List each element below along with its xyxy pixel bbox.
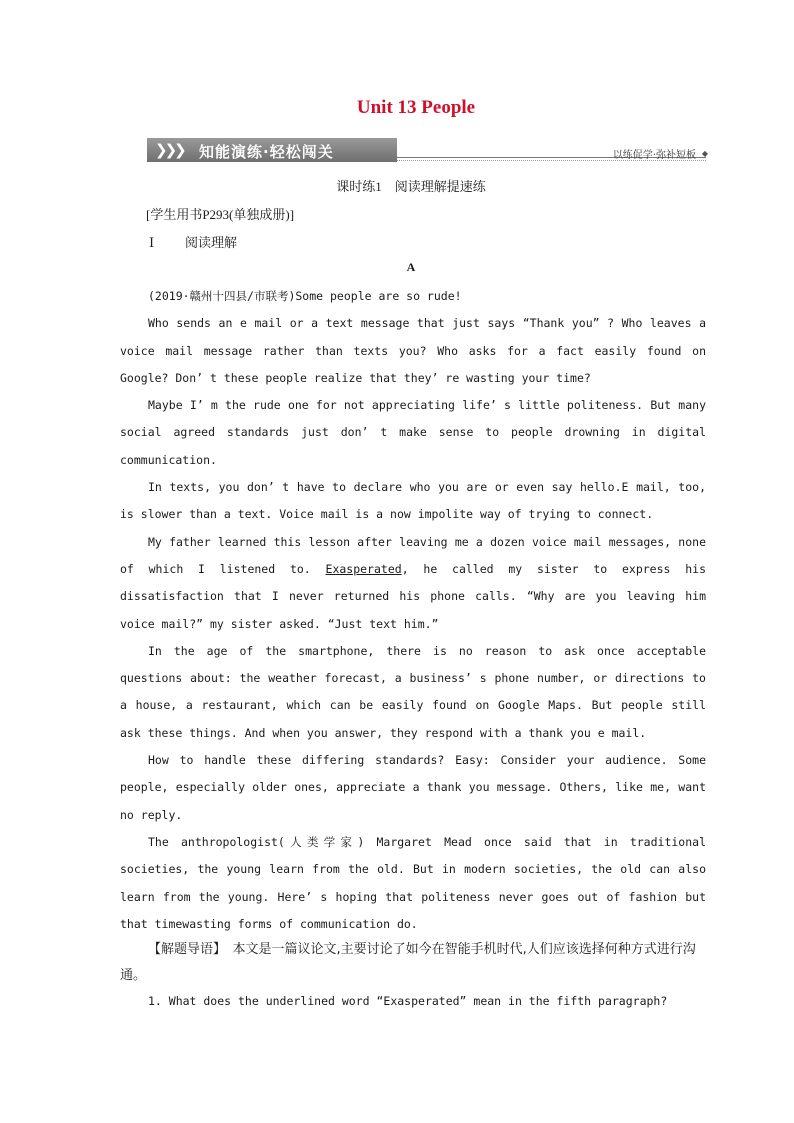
diamond-icon: ◆ <box>701 149 708 158</box>
paragraph: How to handle these differing standards? Easy: Consider your audience. Some people, especially older ones, appreciate a thank you message. Others, like me, want no reply. <box>120 753 706 822</box>
section-heading <box>149 232 237 251</box>
paragraph: In the age of the smartphone, there is no reason to ask once acceptable questions about: the weather forecast, a business’ s phone number, or directions to a house, a restaurant, which can be easily found on Google Maps. But people still ask these things. And when you answer, they respond with a thank you e mail. <box>120 643 706 740</box>
paragraph: The anthropologist(人类学家) Margaret Mead once said that in traditional societies, the young learn from the old. But in modern societies, the old can also learn from the young. Here’ s hoping that politeness never goes out of fashion but that timewasting forms of communication do. <box>120 834 706 931</box>
paragraph: My father learned this lesson after leaving me a dozen voice mail messages, none of which I listened to. Exasperated, he called my sister to express his dissatisfaction that I never returned his phone calls. “Why are you leaving him voice mail?” my sister asked. “Just text him.” <box>120 534 707 631</box>
guide-note <box>120 937 706 989</box>
lesson-title: 课时练1 阅读理解提速练 <box>336 179 486 194</box>
banner-left-text: 知能演练·轻松闯关 <box>199 143 334 161</box>
guide-label: 【解题导语】 <box>148 942 220 957</box>
student-book-ref: [学生用书P293(单独成册)] <box>146 207 295 222</box>
section-number: Ⅰ <box>149 235 155 250</box>
question-1: 1. What does the underlined word “Exasperated” mean in the fifth paragraph? <box>148 994 668 1008</box>
section-title: 阅读理解 <box>185 235 238 250</box>
section-banner <box>147 138 710 164</box>
underlined-word: Exasperated <box>325 561 402 576</box>
banner-ribbon <box>147 138 397 162</box>
reading-passage <box>120 283 706 938</box>
paragraph: (2019·赣州十四县/市联考)Some people are so rude! <box>148 289 462 303</box>
passage-label: A <box>406 260 416 274</box>
chevron-right-icon: ❯❯❯ <box>155 141 184 159</box>
banner-right-text: 以练促学·弥补短板 <box>612 150 696 161</box>
paragraph: Who sends an e mail or a text message that just says “Thank you” ? Who leaves a voice mail message rather than texts you? Who asks for a fact easily found on Google? Don’ t these people realize that they’ re wasting your time? <box>120 316 706 385</box>
paragraph: In texts, you don’ t have to declare who you are or even say hello.E mail, too, is slower than a text. Voice mail is a now impolite way of trying to connect. <box>120 480 706 522</box>
unit-title: Unit 13 People <box>356 97 476 118</box>
paragraph: Maybe I’ m the rude one for not appreciating life’ s little politeness. But many social agreed standards just don’ t make sense to people drowning in digital communication. <box>120 398 706 467</box>
guide-text: 本文是一篇议论文,主要讨论了如今在智能手机时代,人们应该选择何种方式进行沟通。 <box>120 942 696 983</box>
